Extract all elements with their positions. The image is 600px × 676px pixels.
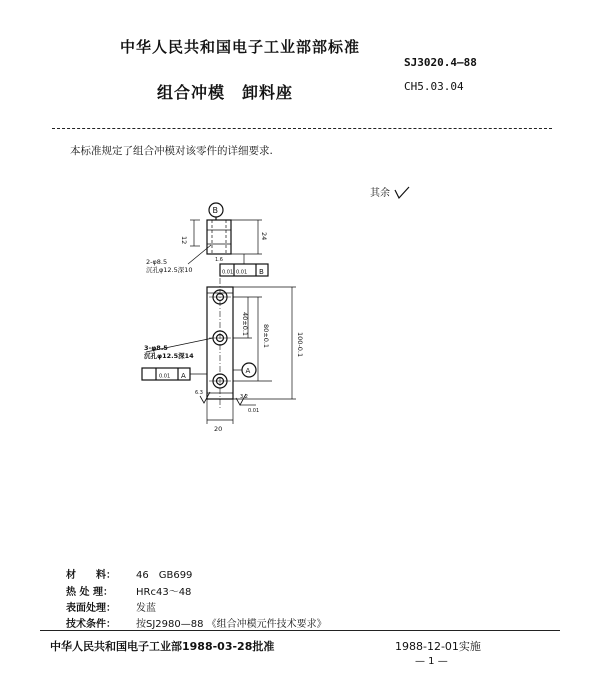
datum-b-label: B: [212, 206, 218, 215]
rough-3-2: 3.2: [240, 394, 248, 400]
top-view-block: [207, 220, 231, 254]
dim-0-01-bottom: 0.01: [248, 408, 260, 414]
dim-100: 100-0.1: [296, 332, 304, 358]
spec-material-key: 材 料：: [66, 570, 116, 581]
footer-divider: [40, 630, 560, 631]
note-side-holes: 3-φ8.5: [144, 344, 168, 352]
rough-6-3: 6.3: [195, 390, 203, 396]
datum-a-label: A: [245, 367, 251, 375]
rough-1-6: 1.6: [215, 257, 223, 263]
dim-40: 40±0.1: [241, 312, 249, 337]
spec-heat-value: HRc43～48: [136, 587, 192, 598]
spec-surface: [66, 599, 156, 614]
approval-line: 中华人民共和国电子工业部1988-03-28批准: [50, 640, 275, 653]
spec-heat-key: 热 处 理：: [66, 587, 113, 598]
spec-material-value: 46 GB699: [136, 570, 193, 581]
note-top-cbore: 沉孔φ12.5深10: [146, 266, 193, 274]
spec-surface-key: 表面处理：: [66, 603, 116, 614]
spec-heat-treatment: [66, 583, 191, 598]
spec-surface-value: 发蓝: [136, 603, 156, 614]
standard-org-title: 中华人民共和国电子工业部部标准: [120, 38, 361, 56]
dim-80: 80±0.1: [262, 324, 270, 349]
tol-a-value: 0.01: [159, 373, 171, 380]
spec-technical-value: 按SJ2980—88 《组合冲模元件技术要求》: [136, 619, 327, 630]
page-number: — 1 —: [415, 656, 448, 667]
standard-number: SJ3020.4—88: [404, 56, 477, 69]
implementation-date: 1988-12-01实施: [395, 640, 481, 653]
dim-12: 12: [180, 236, 188, 245]
spec-technical-key: 技术条件：: [66, 619, 116, 630]
spec-material: [66, 566, 192, 581]
roughness-note-text: 其余: [370, 188, 390, 199]
tol-b-value: 0.01: [236, 269, 248, 276]
dim-20: 20: [214, 425, 223, 433]
old-standard-number: CH5.03.04: [404, 80, 464, 93]
dim-24: 24: [260, 232, 268, 241]
tol-a-datum: A: [181, 372, 186, 380]
note-side-cbore: 沉孔φ12.5深14: [144, 352, 194, 360]
intro-text: 本标准规定了组合冲模对该零件的详细要求.: [70, 145, 273, 157]
note-top-holes: 2-φ8.5: [146, 258, 168, 266]
spec-technical: [66, 615, 327, 630]
part-title: 组合冲模 卸料座: [157, 83, 294, 102]
tol-b-datum: B: [259, 268, 264, 276]
dim-0-01-top: 0.01: [222, 269, 234, 276]
